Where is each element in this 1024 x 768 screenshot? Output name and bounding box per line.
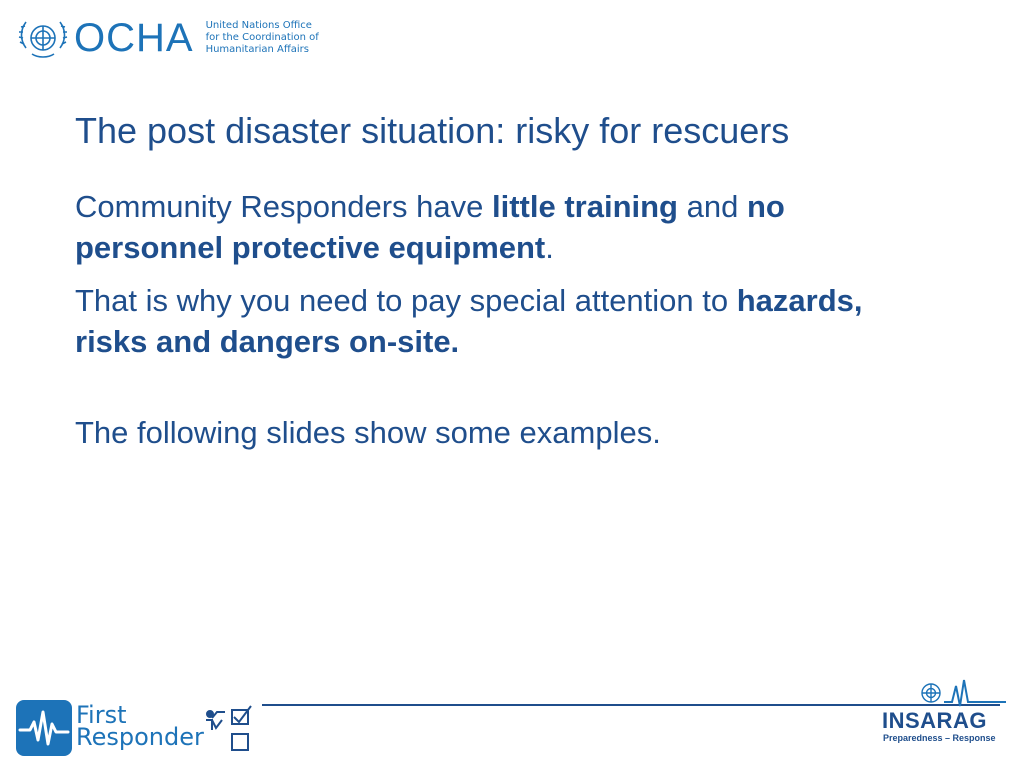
slide-body <box>75 186 935 465</box>
text-run: . <box>545 230 554 265</box>
first-responder-wordmark <box>76 701 204 751</box>
ocha-logo <box>16 14 319 62</box>
paragraph-training <box>75 186 935 268</box>
bold-run: no personnel protective equipment <box>75 189 785 265</box>
un-emblem-icon <box>918 680 944 706</box>
ocha-wordmark: OCHA <box>74 16 194 60</box>
first-responder-logo <box>16 700 256 758</box>
first-responder-line: Responder <box>76 723 204 751</box>
text-run: Community Responders have <box>75 189 492 224</box>
un-emblem-icon <box>16 14 70 62</box>
bold-run: hazards, risks and dangers on-site. <box>75 283 863 359</box>
slide-title: The post disaster situation: risky for rescuers <box>75 110 790 151</box>
text-run: and <box>677 189 747 224</box>
insarag-tagline: Preparedness – Response <box>883 733 996 743</box>
ocha-subtitle-line: United Nations Office <box>205 20 312 31</box>
ocha-subtitle-line: for the Coordination of <box>205 32 319 43</box>
heartbeat-icon <box>16 700 72 756</box>
bold-run: little training <box>491 189 678 224</box>
pulse-line-icon <box>944 678 1006 708</box>
ocha-subtitle-line: Humanitarian Affairs <box>205 44 309 55</box>
insarag-logo <box>878 678 1008 748</box>
insarag-wordmark: INSARAG <box>882 708 987 733</box>
paragraph-attention <box>75 280 935 362</box>
text-run: That is why you need to pay special attention to <box>75 283 737 318</box>
ocha-subtitle <box>206 20 319 56</box>
first-responder-line: First <box>76 701 127 729</box>
paragraph-examples: The following slides show some examples. <box>75 415 661 450</box>
checklist-icon <box>202 704 258 758</box>
